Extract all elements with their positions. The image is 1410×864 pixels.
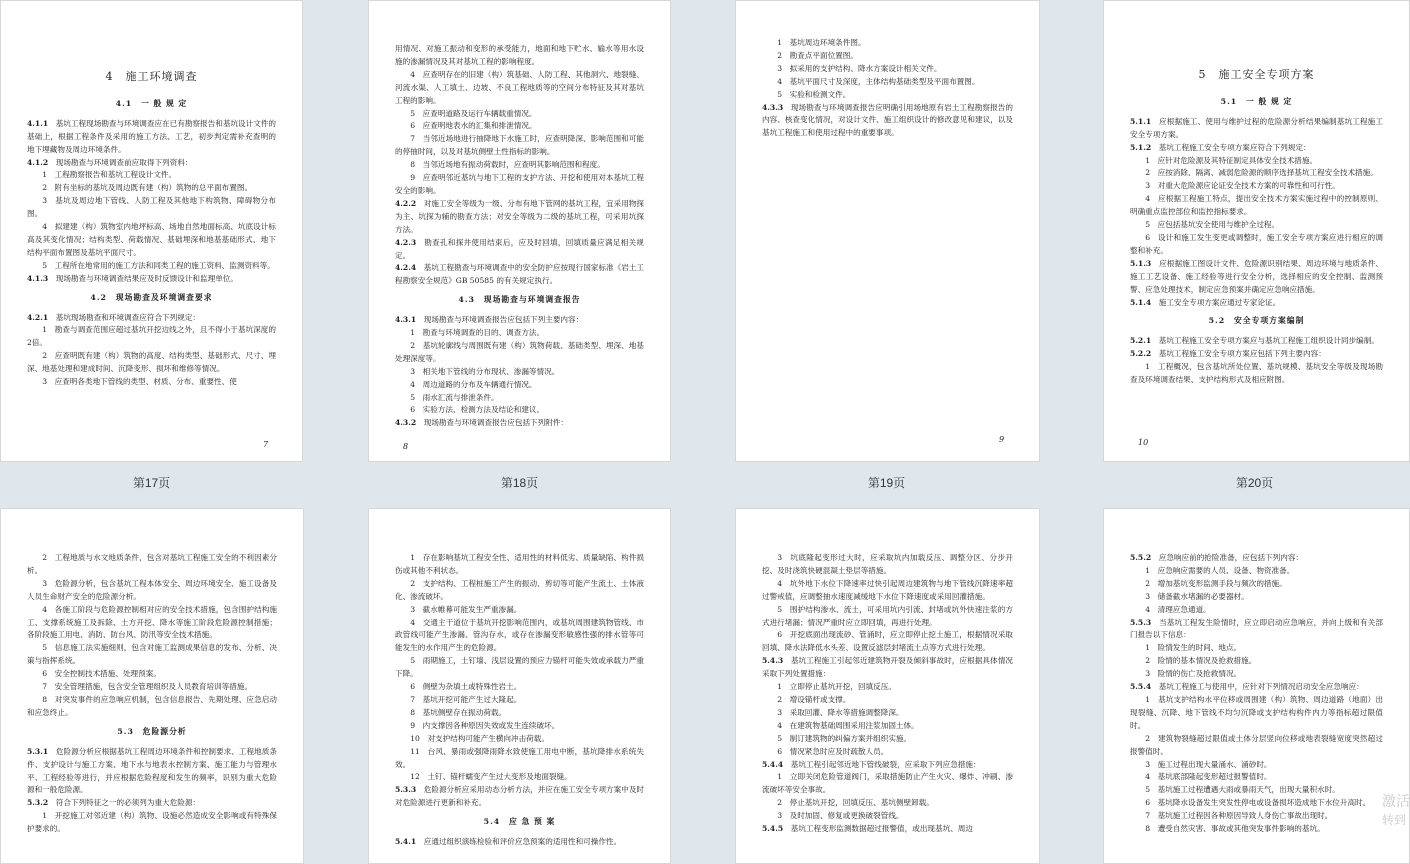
list-item: 3 储备截水堵漏的必要器材。 [1145, 591, 1249, 601]
list-item: 2 应按消除、隔离、减弱危险源的顺序选择基坑工程安全技术措施。 [1145, 168, 1378, 178]
clause-number: 4.2.4 [395, 263, 417, 273]
clause-paragraph [1130, 142, 1383, 155]
clause-paragraph [1130, 335, 1383, 348]
page-number: 9 [999, 435, 1005, 444]
clause-number: 4.2.1 [27, 312, 49, 322]
clause-number: 5.3.3 [395, 785, 417, 795]
clause-text: 当基坑工程发生险情时，应立即启动应急响应，并向上级和有关部门报告以下信息： [1130, 617, 1384, 640]
clause-paragraph [395, 417, 644, 430]
document-page[interactable] [0, 508, 304, 864]
clause-paragraph [27, 746, 277, 798]
list-item: 6 情况紧急时应及时疏散人员。 [777, 746, 889, 756]
list-item: 2 附有坐标的基坑及周边既有建（构）筑物的总平面布置图。 [42, 183, 253, 193]
clause-paragraph [1130, 681, 1383, 694]
list-item: 3 基坑及周边地下管线、人防工程及其他地下构筑物、障碍物分布图。 [27, 196, 276, 219]
watermark-line: 激活 [1382, 794, 1410, 810]
clause-number: 5.1.2 [1130, 142, 1152, 152]
clause-text: 符合下列特征之一的必须列为重大危险源： [55, 798, 201, 808]
list-item: 5 应查明道路及运行车辆载重情况。 [410, 108, 537, 118]
clause-paragraph [762, 823, 1013, 836]
section-title: 5.1 一 般 规 定 [1220, 96, 1293, 106]
clause-number: 5.4.1 [395, 837, 417, 847]
list-item: 5 雨水汇流与排泄条件。 [410, 392, 499, 402]
clause-paragraph [1130, 552, 1383, 565]
chapter-title: 5 施工安全专项方案 [1198, 68, 1315, 81]
list-item: 1 应急响应需要的人员、设备、物资准备。 [1145, 565, 1295, 575]
document-page[interactable] [735, 0, 1040, 462]
list-item: 3 采取回灌、降水等措施调整降深。 [777, 707, 904, 717]
list-item: 4 清理应急通道。 [1145, 604, 1211, 614]
clause-paragraph [395, 836, 644, 849]
list-item: 5 信息施工法实施细则，包含对施工监测成果信息的发布、分析、决策与指挥系统。 [27, 643, 277, 666]
list-item: 4 基坑平面尺寸及深度，主体结构基础类型及平面布置图。 [777, 76, 980, 86]
list-item: 11 台风、暴雨或强降雨降水致使施工用电中断，基坑降排水系统失效。 [395, 746, 644, 769]
page-caption: 第19页 [867, 476, 906, 490]
list-item: 9 内支撑因各种原因失效或发生连续破坏。 [410, 720, 560, 730]
clause-number: 5.3.1 [27, 746, 49, 756]
list-item: 5 应包括基坑安全使用与维护全过程。 [1145, 220, 1280, 230]
page-number: 7 [263, 440, 269, 449]
list-item: 1 工程概况，包含基坑所处位置、基坑规模、基坑安全等级及现场勘查及环境调查结果、支护结构形式及相应附图。 [1130, 362, 1383, 385]
clause-paragraph [27, 797, 277, 810]
clause-paragraph [27, 312, 276, 325]
list-item: 1 勘查与环境调查的目的、调查方法。 [410, 328, 545, 338]
clause-text: 应急响应前的抢险准备，应包括下列内容： [1158, 553, 1304, 562]
clause-text: 基坑工程勘查与环境调查中的安全防护应按现行国家标准《岩土工程勘察安全规范》GB 50585 的有关规定执行。 [395, 263, 645, 286]
list-item: 3 应查明各类地下管线的类型、材质、分布、重要性、使 [42, 377, 237, 387]
list-item: 4 基坑底部隆起变形超过报警值时。 [1145, 772, 1272, 782]
activation-watermark [1382, 793, 1410, 829]
list-item: 3 及时加固、修复或更换破裂管线。 [777, 811, 904, 821]
list-item: 3 坑底隆起变形过大时，应采取坑内加载反压、调整分区、分步开挖、及时浇筑快硬混凝土垫层等措施。 [762, 553, 1013, 575]
section-title: 5.4 应 急 预 案 [483, 817, 556, 827]
list-item: 10 对支护结构可能产生横向冲击荷载。 [410, 733, 549, 743]
clause-paragraph [1130, 116, 1383, 142]
list-item: 8 基坑侧壁存在振动荷载。 [410, 707, 507, 717]
list-item: 4 应根据工程施工特点，提出安全技术方案实施过程中的控制原则、明确重点监控部位和监控指标要求。 [1130, 194, 1383, 217]
clause-number: 4.3.2 [395, 418, 417, 428]
clause-text: 应根据施工图设计文件、危险源识别结果、周边环境与地质条件、施工工艺设备、施工经验等进行安全分析，选择相应的安全控制、监测预警、应急处理技术，制定应急预案并确定应急响应措施。 [1130, 258, 1384, 294]
clause-number: 4.1.1 [27, 118, 49, 128]
list-item: 2 建筑物裂缝超过限值或土体分层竖向位移或地表裂缝宽度突然超过报警值时。 [1130, 733, 1383, 756]
section-title: 5.3 危险源分析 [117, 726, 187, 736]
clause-text: 危险源分析应采用动态分析方法，并应在施工安全专项方案中及时对危险源进行更新和补充。 [395, 785, 645, 808]
document-page[interactable] [1103, 508, 1410, 864]
clause-paragraph [762, 655, 1013, 681]
clause-paragraph [27, 273, 276, 286]
clause-paragraph [395, 237, 644, 263]
page-caption: 第17页 [132, 476, 171, 490]
clause-text: 现场勘查与环境调查结果应及时反馈设计和监理单位。 [55, 273, 238, 283]
clause-text: 现场勘查与环境调查前应取得下列资料： [55, 157, 193, 167]
watermark-line: 转到 [1382, 813, 1407, 827]
list-item: 4 应查明存在的旧建（构）筑基础、人防工程、其他洞穴、地裂缝、河流水渠、人工填土、边坡、不良工程地质等的空间分布特征及其对基坑工程的影响。 [395, 69, 644, 105]
list-item: 6 基坑降水设备发生突发性停电或设备损坏造成地下水位升高时。 [1145, 798, 1371, 808]
list-item: 6 应查明地表水的汇集和排泄情况。 [410, 121, 537, 131]
clause-number: 5.4.3 [762, 656, 784, 666]
list-item: 2 停止基坑开挖，回填反压、基坑侧壁卸载。 [777, 798, 934, 808]
list-item: 6 侧壁为杂填土或特殊性岩土。 [410, 682, 522, 692]
clause-text: 施工安全专项方案应通过专家论证。 [1158, 297, 1281, 307]
list-item: 4 交通主干道位于基坑开挖影响范围内，或基坑周围建筑物管线、市政管线可能产生渗漏、管沟存水，或存在渗漏变形敏感性强的排水管等可能发生的水作用产生的危险源。 [395, 617, 644, 653]
clause-text: 现场勘查与环境调查报告应包括下列附件： [423, 418, 569, 428]
list-item: 1 勘查与调查范围应超过基坑开挖边线之外，且不得小于基坑深度的2倍。 [27, 325, 276, 348]
continued-text: 用情况、对施工振动和变形的承受能力，地面和地下贮水、输水等用水设施的渗漏情况及其对基坑工程的影响程度。 [395, 44, 644, 66]
clause-text: 勘查孔和探井使用结束后，应及时回填，回填质量应满足相关规定。 [395, 237, 645, 260]
clause-number: 4.3.1 [395, 315, 417, 325]
list-item: 2 增设锚杆或支撑。 [777, 694, 851, 704]
document-page[interactable] [368, 508, 671, 864]
list-item: 1 应针对危险源及其特征制定具体安全技术措施。 [1145, 155, 1318, 165]
clause-number: 4.2.3 [395, 237, 417, 247]
clause-number: 4.1.2 [27, 157, 49, 167]
clause-text: 基坑工程引起邻近地下管线破裂，应采取下列应急措施： [790, 759, 981, 769]
clause-paragraph [395, 198, 644, 237]
list-item: 6 实验方法、检测方法及结论和建议。 [410, 405, 545, 415]
list-item: 2 勘查点平面位置图。 [777, 50, 858, 60]
page-number: 10 [1138, 438, 1149, 447]
page-caption: 第20页 [1235, 476, 1274, 490]
clause-text: 基坑工程变形监测数据超过报警值，或出现基坑、周边 [790, 824, 973, 834]
list-item: 3 对重大危险源应论证安全技术方案的可靠性和可行性。 [1145, 181, 1340, 191]
clause-paragraph [1130, 348, 1383, 361]
clause-text: 现场勘查与环境调查报告应包括下列主要内容： [423, 315, 584, 325]
list-item: 5 围护结构渗水、流土，可采用坑内引流、封堵或坑外快速注浆的方式进行堵漏；情况严重时应立即回填，再进行处理。 [762, 604, 1013, 627]
list-item: 2 工程地质与水文地质条件，包含对基坑工程施工安全的不利因素分析。 [27, 553, 277, 575]
list-item: 2 险情的基本情况及抢救措施。 [1145, 656, 1257, 666]
document-page[interactable] [735, 508, 1040, 864]
list-item: 1 立即关闭危险管道阀门，采取措施防止产生火灾、爆炸、冲刷、渗流破坏等安全事故。 [762, 772, 1013, 795]
clause-number: 5.5.4 [1130, 682, 1152, 692]
list-item: 1 开挖施工对邻近建（构）筑物、设施必然造成安全影响或有特殊保护要求的。 [27, 811, 277, 834]
page-number: 8 [403, 442, 409, 451]
list-item: 3 施工过程出现大量涌水、涌砂时。 [1145, 759, 1272, 769]
list-item: 5 雨期施工，土钉墙、浅层设置的预应力锚杆可能失效或承载力严重下降。 [395, 656, 644, 679]
clause-text: 现场勘查与环境调查报告应明确引用场地原有岩土工程勘察报告的内容、核查变化情况，对设计文件、施工组织设计的修改意见和建议，以及基坑工程施工和使用过程中的重要事项。 [762, 102, 1014, 138]
list-item: 4 各施工阶段与危险源控制相对应的安全技术措施，包含围护结构施工、支撑系统施工及拆除、土方开挖、降水等施工阶段危险源控制措施；各阶段施工用电、消防、防台风、防汛等安全技术措施。 [27, 604, 277, 640]
list-item: 5 基坑施工过程遭遇大雨或暴雨天气，出现大量积水时。 [1145, 785, 1340, 795]
list-item: 7 基坑开挖可能产生过大隆起。 [410, 694, 522, 704]
clause-paragraph [1130, 617, 1383, 643]
clause-number: 5.1.3 [1130, 258, 1152, 268]
list-item: 1 存在影响基坑工程安全性、适用性的材料低劣、质量缺陷、构件损伤或其他不利状态。 [395, 553, 644, 575]
clause-number: 5.5.3 [1130, 617, 1152, 627]
list-item: 4 坑外地下水位下降速率过快引起周边建筑物与地下管线沉降速率超过警戒值，应调整抽水速度减缓地下水位下降速度或采用回灌措施。 [762, 578, 1013, 601]
list-item: 1 立即停止基坑开挖，回填反压。 [777, 682, 896, 692]
list-item: 1 工程勘察报告和基坑工程设计文件。 [42, 170, 177, 180]
list-item: 3 截水帷幕可能发生严重渗漏。 [410, 604, 522, 614]
section-title: 4.3 现场勘查与环境调查报告 [458, 295, 581, 305]
list-item: 9 应查明邻近基坑与地下工程的支护方法、开挖和使用对本基坑工程安全的影响。 [395, 173, 644, 195]
list-item: 2 支护结构、工程桩施工产生的振动、剪切等可能产生流土、土体液化、渗流破坏。 [395, 578, 644, 601]
clause-paragraph [27, 118, 276, 157]
section-title: 4.1 一 般 规 定 [115, 98, 188, 108]
clause-number: 5.5.2 [1130, 553, 1152, 562]
clause-paragraph [1130, 297, 1383, 310]
list-item: 3 相关地下管线的分布现状、渗漏等情况。 [410, 366, 560, 376]
list-item: 2 应查明既有建（构）筑物的高度、结构类型、基础形式、尺寸、埋深、地基处理和建成时间、沉降变形、损坏和维修等情况。 [27, 351, 276, 374]
clause-paragraph [27, 157, 276, 170]
document-page[interactable] [1103, 0, 1410, 462]
clause-text: 基坑工程现场勘查与环境调查应在已有勘察报告和基坑设计文件的基础上，根据工程条件及采用的施工方法、工艺，初步判定需补充查明的地下埋藏物及周边环境条件。 [27, 118, 277, 154]
clause-text: 危险源分析应根据基坑工程周边环境条件和控制要求、工程地质条件、支护设计与施工方案、地下水与地表水控制方案、施工能力与管理水平、工程经验等进行，并应根据危险程度和发生的频率，识别为重大危险源和一般危险源。 [27, 746, 278, 795]
list-item: 3 危险源分析，包含基坑工程本体安全、周边环境安全、施工设备及人员生命财产安全的危险源分析。 [27, 578, 277, 601]
section-title: 4.2 现场勘查及环境调查要求 [90, 292, 213, 302]
page-caption: 第18页 [500, 476, 539, 490]
list-item: 7 安全管理措施，包含安全管理组织及人员教育培训等措施。 [42, 682, 253, 692]
clause-number: 5.1.1 [1130, 116, 1152, 126]
list-item: 5 制订建筑物的纠偏方案并组织实施。 [777, 733, 912, 743]
clause-number: 5.3.2 [27, 798, 49, 808]
list-item: 6 设计和施工发生变更或调整时，施工安全专项方案应进行相应的调整和补充。 [1130, 232, 1383, 255]
list-item: 7 基坑施工过程因各种原因导致人身伤亡事故出现时。 [1145, 811, 1333, 821]
clause-number: 5.1.4 [1130, 297, 1152, 307]
list-item: 2 基坑轮廓线与周围既有建（构）筑物荷载、基础类型、埋深、地基处理深度等。 [395, 340, 644, 363]
clause-number: 4.2.2 [395, 198, 417, 208]
list-item: 7 当邻近场地进行抽降地下水施工时，应查明降深、影响范围和可能的停抽时间，以及对基坑侧壁土性指标的影响。 [395, 134, 644, 157]
clause-paragraph [395, 314, 644, 327]
clause-number: 4.1.3 [27, 273, 49, 283]
list-item: 8 当邻近场地有振动荷载时，应查明其影响范围和程度。 [410, 160, 605, 170]
list-item: 4 周边道路的分布及车辆通行情况。 [410, 379, 537, 389]
section-title: 5.2 安全专项方案编制 [1208, 316, 1305, 326]
clause-number: 5.2.1 [1130, 336, 1152, 346]
clause-paragraph [762, 102, 1013, 141]
clause-number: 5.4.5 [762, 824, 784, 834]
clause-paragraph [395, 784, 644, 810]
list-item: 5 实验和检测文件。 [777, 89, 851, 99]
clause-paragraph [1130, 258, 1383, 297]
list-item: 4 拟建建（构）筑物室内地坪标高、场地自然地面标高、坑底设计标高及其变化情况；结构类型、荷载情况、基础埋深和地基基础形式、地下结构平面布置图及基坑平面尺寸。 [27, 222, 276, 257]
clause-text: 基坑工程施工与使用中，应针对下列情况启动安全应急响应： [1158, 682, 1364, 692]
list-item: 1 基坑周边环境条件图。 [777, 38, 866, 47]
clause-number: 5.2.2 [1130, 349, 1152, 359]
clause-paragraph [762, 759, 1013, 772]
list-item: 1 基坑支护结构水平位移或周围建（构）筑物、周边道路（地面）出现裂缝、沉降、地下管线不均匀沉降或支护结构构件内力等指标超过限值时。 [1130, 694, 1383, 730]
clause-text: 基坑工程施工安全专项方案应与基坑工程施工组织设计同步编制。 [1158, 336, 1379, 346]
list-item: 6 开挖底面出现流砂、管涌时，应立即停止挖土施工，根据情况采取回填、降水法降低水头差、设置反滤层封堵流土点等方式进行处理。 [762, 630, 1013, 653]
clause-paragraph [395, 262, 644, 288]
document-page[interactable] [0, 0, 303, 462]
clause-text: 应通过组织演练检验和评价应急预案的适用性和可操作性。 [423, 837, 622, 847]
list-item: 2 增加基坑变形监测手段与频次的措施。 [1145, 578, 1287, 588]
clause-text: 对施工安全等级为一级、分布有地下管网的基坑工程，宜采用物探为主、坑探为辅的勘查方法；对安全等级为二级的基坑工程，可采用坑探方法。 [395, 198, 645, 234]
list-item: 3 拟采用的支护结构、降水方案设计相关文件。 [777, 63, 942, 73]
list-item: 1 险情发生的时间、地点。 [1145, 643, 1242, 653]
list-item: 6 安全控制技术措施、处理预案。 [42, 669, 161, 679]
list-item: 3 险情的伤亡及抢救情况。 [1145, 669, 1242, 679]
clause-text: 基坑工程施工安全专项方案应包括下列主要内容： [1158, 349, 1326, 359]
document-page[interactable] [368, 0, 671, 462]
clause-number: 5.4.4 [762, 759, 784, 769]
clause-number: 4.3.3 [762, 102, 784, 112]
chapter-title: 4 施工环境调查 [105, 70, 198, 83]
clause-text: 基坑工程施工安全专项方案应符合下列规定： [1158, 142, 1311, 152]
clause-text: 应根据施工、使用与维护过程的危险源分析结果编制基坑工程施工安全专项方案。 [1130, 116, 1384, 139]
list-item: 8 遭受自然灾害、事故或其他突发事件影响的基坑。 [1145, 824, 1325, 834]
list-item: 4 在建筑物基础周围采用注浆加固土体。 [777, 720, 919, 730]
list-item: 8 对突发事件的应急响应机制，包含信息报告、先期处理、应急启动和应急终止。 [27, 694, 277, 717]
list-item: 12 土钉、锚杆蠕变产生过大变形及地面裂缝。 [410, 772, 572, 782]
clause-text: 基坑工程施工引起邻近建筑物开裂及倾斜事故时，应根据具体情况采取下列处置措施： [762, 656, 1014, 679]
clause-text: 基坑现场勘查和环境调查应符合下列规定： [55, 312, 201, 322]
list-item: 5 工程所在地常用的施工方法和同类工程的施工资料、监测资料等。 [42, 260, 275, 270]
